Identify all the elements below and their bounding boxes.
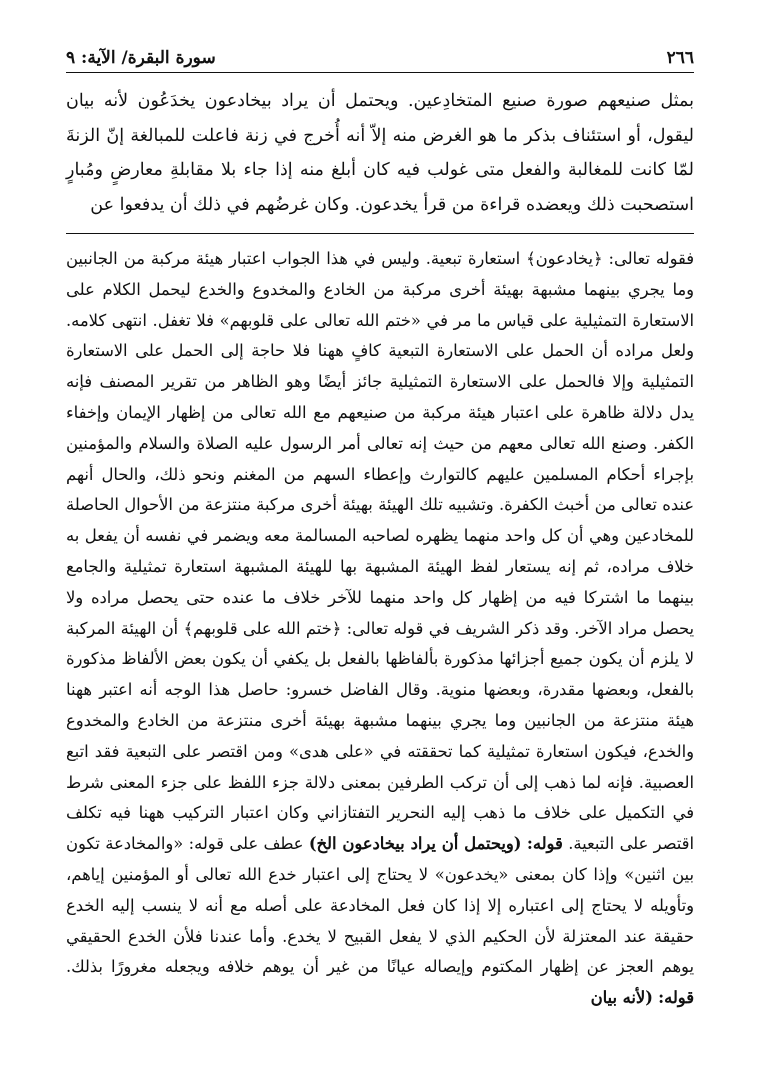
- page-number: ٢٦٦: [666, 48, 694, 68]
- commentary-quote-2: (لأنه بيان: [590, 988, 653, 1008]
- main-text-block: [66, 84, 694, 222]
- page-header: [66, 38, 694, 68]
- commentary-part-1: فقوله تعالى: ﴿يخادعون﴾ استعارة تبعية. وليس في هذا الجواب اعتبار هيئة مركبة من الجانبين وما يجري بينهما مشبهة بهيئة أخرى مركبة من الخادع والمخدوع والخدع ليحمل الكلام على الاستعارة التمثيلية على قياس ما مر في «ختم الله تعالى على قلوبهم» فلا تغفل. انتهى كلامه. ولعل مراده أن الحمل على الاستعارة التبعية كافٍ ههنا فلا حاجة إلى الحمل على الاستعارة التمثيلية وإلا فالحمل على الاستعارة التمثيلية جائز أيضًا وهو الظاهر من تقرير المصنف فإنه يدل دلالة ظاهرة على اعتبار هيئة مركبة من صنيعهم مع الله تعالى من إظهار الإيمان وإخفاء الكفر. وصنع الله تعالى معهم من حيث إنه تعالى أمر الرسول عليه الصلاة والسلام والمؤمنين بإجراء أحكام المسلمين عليهم كالتوارث وإعطاء السهم من المغنم ونحو ذلك، والحال أنهم عنده تعالى من أخبث الكفرة. وتشبيه تلك الهيئة بهيئة أخرى مركبة منتزعة من الأحوال الحاصلة للمخادعين وهي أن كل واحد منهما يظهره لصاحبه المسالمة معه ويضمر في نفسه أن يفعل به خلاف مراده، ثم إنه يستعار لفظ الهيئة المشبهة بها للهيئة المشبهة استعارة تمثيلية والجامع بينهما ما اشتركا فيه من إظهار كل واحد منهما للآخر خلاف ما عنده حتى يحصل مراده ولا يحصل مراد الآخر. وقد ذكر الشريف في قوله تعالى: ﴿ختم الله على قلوبهم﴾ أن الهيئة المركبة لا يلزم أن يكون جميع أجزائها مذكورة بألفاظها بالفعل بل يكفي أن يكون بعض الألفاظ مذكورة بالفعل، وبعضها مقدرة، وبعضها منوية. وقال الفاضل خسرو: حاصل هذا الوجه أنه اعتبر ههنا هيئة منتزعة من الجانبين وما يجري بينهما مشبهة بهيئة أخرى منتزعة من الخادع والمخدوع والخدع، فيكون استعارة تمثيلية كما تحققته في «على هدى» ومن اقتصر على التبعية فقد اتبع العصبية. فإنه لما ذهب إلى أن تركب الطرفين بمعنى دلالة جزء اللفظ على جزء المعنى شرط في التكميل على خلاف ما ذهب إليه النحرير التفتازاني وكان اعتبار التركيب ههنا فيه تكلف اقتصر على التبعية.: [66, 249, 694, 854]
- commentary-divider: [66, 233, 694, 234]
- commentary-block: [66, 244, 694, 1014]
- surah-reference: سورة البقرة/ الآية: ٩: [66, 48, 216, 68]
- commentary-part-2: عطف على قوله: «والمخادعة تكون بين اثنين» وإذا كان بمعنى «يخدعون» لا يحتاج إلى اعتبار خدع الله تعالى أو المؤمنين إياهم، وتأويله لا يحتاج إلى اعتباره إلا إذا كان فعل المخادعة على أصله مع أنه لا ينسب إليه الخدع حقيقة عند المعتزلة لأن الحكيم الذي لا يفعل القبيح لا يخدع. وأما عندنا فلأن الخدع الحقيقي يوهم العجز عن إظهار المكتوم وإيصاله عيانًا من غير أن يوهم خلافه ويجعله مغرورًا بذلك.: [66, 834, 694, 977]
- commentary-label-1: قوله:: [526, 834, 563, 854]
- header-divider: [66, 72, 694, 73]
- commentary-paragraph: [66, 244, 694, 1014]
- main-paragraph: بمثل صنيعهم صورة صنيع المتخادِعين. ويحتمل أن يراد بيخادعون يخدَعُون لأنه بيان ليقول، أو استئناف بذكر ما هو الغرض منه إلاّ أنه أُخرج في زنة فاعلت للمبالغة إنّ الزنةَ لمّا كانت للمغالبة والفعل متى غولب فيه كان أبلغ منه إذا جاء بلا مقابلةِ معارضٍ ومُبارٍ استصحبت ذلك ويعضده قراءة من قرأ يخدعون. وكان غرضُهم في ذلك أن يدفعوا عن: [66, 91, 694, 215]
- commentary-quote-1: (ويحتمل أن يراد بيخادعون الخ): [308, 834, 522, 854]
- commentary-label-2: قوله:: [658, 988, 694, 1008]
